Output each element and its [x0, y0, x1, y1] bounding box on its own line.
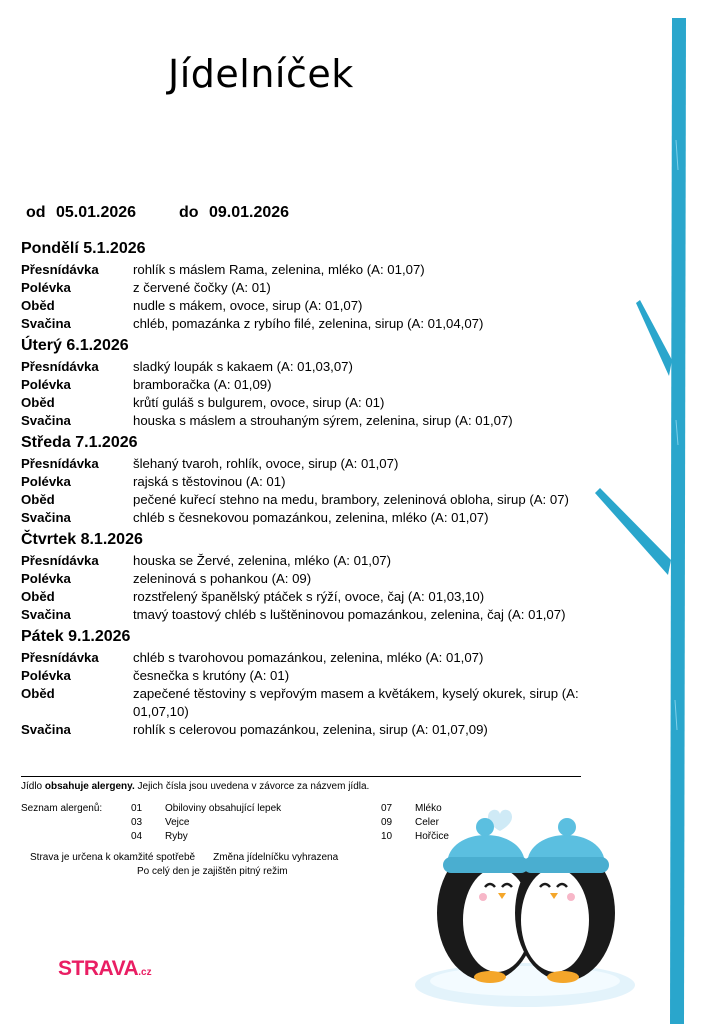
allergen-name: Celer [415, 817, 439, 828]
day-title: Středa 7.1.2026 [21, 434, 138, 451]
day-title: Úterý 6.1.2026 [21, 337, 129, 354]
penguins-illustration [405, 795, 705, 1024]
meal-row [21, 509, 641, 527]
meal-row [21, 721, 641, 739]
meal-text: rohlík s máslem Rama, zelenina, mléko (A: 01,07) [133, 262, 425, 277]
meal-text: zapečené těstoviny s vepřovým masem a květákem, kyselý okurek, sirup (A: 01,07,10) [133, 686, 579, 719]
meal-label: Přesnídávka [21, 553, 99, 568]
meal-row [21, 412, 641, 430]
meal-label: Oběd [21, 686, 55, 701]
allergen-num: 07 [381, 803, 393, 814]
day-section [21, 531, 641, 624]
meal-text: tmavý toastový chléb s luštěninovou pomazánkou, zelenina, čaj (A: 01,07) [133, 607, 566, 622]
meal-row [21, 588, 641, 606]
meal-row [21, 315, 641, 333]
allergen-item [131, 830, 188, 844]
meal-row [21, 358, 641, 376]
meal-label: Oběd [21, 298, 55, 313]
day-section [21, 337, 641, 430]
meal-text: chléb s česnekovou pomazánkou, zelenina, mléko (A: 01,07) [133, 510, 489, 525]
allergen-num: 03 [131, 817, 143, 828]
meal-label: Oběd [21, 589, 55, 604]
footer-change-note: Změna jídelníčku vyhrazena [213, 852, 339, 863]
meal-label: Svačina [21, 722, 71, 737]
meal-label: Svačina [21, 607, 71, 622]
strava-logo[interactable] [58, 957, 152, 981]
allergen-note-bold: obsahuje alergeny. [44, 781, 135, 792]
meal-text: nudle s mákem, ovoce, sirup (A: 01,07) [133, 298, 363, 313]
from-date: 05.01.2026 [56, 204, 137, 221]
meal-row [21, 279, 641, 297]
meal-label: Přesnídávka [21, 650, 99, 665]
day-section [21, 628, 641, 739]
meal-label: Polévka [21, 668, 71, 683]
allergen-name: Obiloviny obsahující lepek [165, 803, 282, 814]
meal-row [21, 455, 641, 473]
meal-text: pečené kuřecí stehno na medu, brambory, zeleninová obloha, sirup (A: 07) [133, 492, 569, 507]
meal-text: zeleninová s pohankou (A: 09) [133, 571, 312, 586]
meal-row [21, 473, 641, 491]
meal-label: Oběd [21, 492, 55, 507]
day-section [21, 434, 641, 527]
meal-text: bramboračka (A: 01,09) [133, 377, 272, 392]
meal-row [21, 376, 641, 394]
allergen-num: 01 [131, 803, 143, 814]
day-title: Pátek 9.1.2026 [21, 628, 131, 645]
from-label: od [26, 204, 46, 221]
meal-text: šlehaný tvaroh, rohlík, ovoce, sirup (A: 01,07) [133, 456, 399, 471]
meal-text: chléb s tvarohovou pomazánkou, zelenina, mléko (A: 01,07) [133, 650, 484, 665]
footer-line-2: Po celý den je zajištěn pitný režim [137, 866, 288, 877]
meal-label: Přesnídávka [21, 359, 99, 374]
allergen-item [131, 802, 281, 816]
allergen-note [21, 776, 581, 792]
allergen-name: Hořčice [415, 831, 449, 842]
allergen-list-label: Seznam alergenů: [21, 803, 103, 814]
date-range [26, 204, 295, 222]
to-date: 09.01.2026 [208, 204, 290, 221]
day-title: Pondělí 5.1.2026 [21, 240, 146, 257]
meal-row [21, 606, 641, 624]
meal-label: Přesnídávka [21, 262, 99, 277]
footer-consumption-note: Strava je určena k okamžité spotřebě [30, 852, 196, 863]
menu-days [21, 236, 641, 742]
meal-row [21, 570, 641, 588]
meal-label: Svačina [21, 510, 71, 525]
meal-text: houska s máslem a strouhaným sýrem, zelenina, sirup (A: 01,07) [133, 413, 513, 428]
to-label: do [178, 204, 199, 221]
meal-row [21, 649, 641, 667]
logo-text: STRAVA [58, 957, 139, 980]
allergen-name: Mléko [415, 803, 442, 814]
day-section [21, 240, 641, 333]
meal-row [21, 394, 641, 412]
allergen-item [131, 816, 189, 830]
logo-tld: .cz [138, 967, 152, 978]
meal-label: Polévka [21, 474, 71, 489]
page-title: Jídelníček [168, 52, 354, 96]
allergen-note-prefix: Jídlo [21, 781, 45, 792]
meal-text: rohlík s celerovou pomazánkou, zelenina, sirup (A: 01,07,09) [133, 722, 488, 737]
meal-label: Oběd [21, 395, 55, 410]
allergen-note-suffix: Jejich čísla jsou uvedena v závorce za názvem jídla. [134, 781, 370, 792]
meal-label: Polévka [21, 571, 71, 586]
meal-text: krůtí guláš s bulgurem, ovoce, sirup (A: 01) [133, 395, 385, 410]
meal-text: česnečka s krutóny (A: 01) [133, 668, 290, 683]
meal-text: z červené čočky (A: 01) [133, 280, 271, 295]
meal-label: Polévka [21, 280, 71, 295]
meal-text: sladký loupák s kakaem (A: 01,03,07) [133, 359, 353, 374]
allergen-num: 09 [381, 817, 393, 828]
meal-row [21, 297, 641, 315]
meal-row [21, 491, 641, 509]
meal-text: chléb, pomazánka z rybího filé, zelenina, sirup (A: 01,04,07) [133, 316, 484, 331]
meal-row [21, 685, 641, 721]
meal-label: Polévka [21, 377, 71, 392]
meal-text: rajská s těstovinou (A: 01) [133, 474, 286, 489]
meal-text: rozstřelený španělský ptáček s rýží, ovoce, čaj (A: 01,03,10) [133, 589, 485, 604]
meal-label: Svačina [21, 413, 71, 428]
meal-text: houska se Žervé, zelenina, mléko (A: 01,07) [133, 553, 392, 568]
day-title: Čtvrtek 8.1.2026 [21, 531, 143, 548]
meal-row [21, 667, 641, 685]
meal-label: Svačina [21, 316, 71, 331]
meal-row [21, 552, 641, 570]
allergen-num: 10 [381, 831, 393, 842]
meal-label: Přesnídávka [21, 456, 99, 471]
allergen-num: 04 [131, 831, 143, 842]
allergen-name: Ryby [165, 831, 188, 842]
meal-row [21, 261, 641, 279]
footer-line-1 [30, 852, 338, 863]
allergen-name: Vejce [165, 817, 190, 828]
